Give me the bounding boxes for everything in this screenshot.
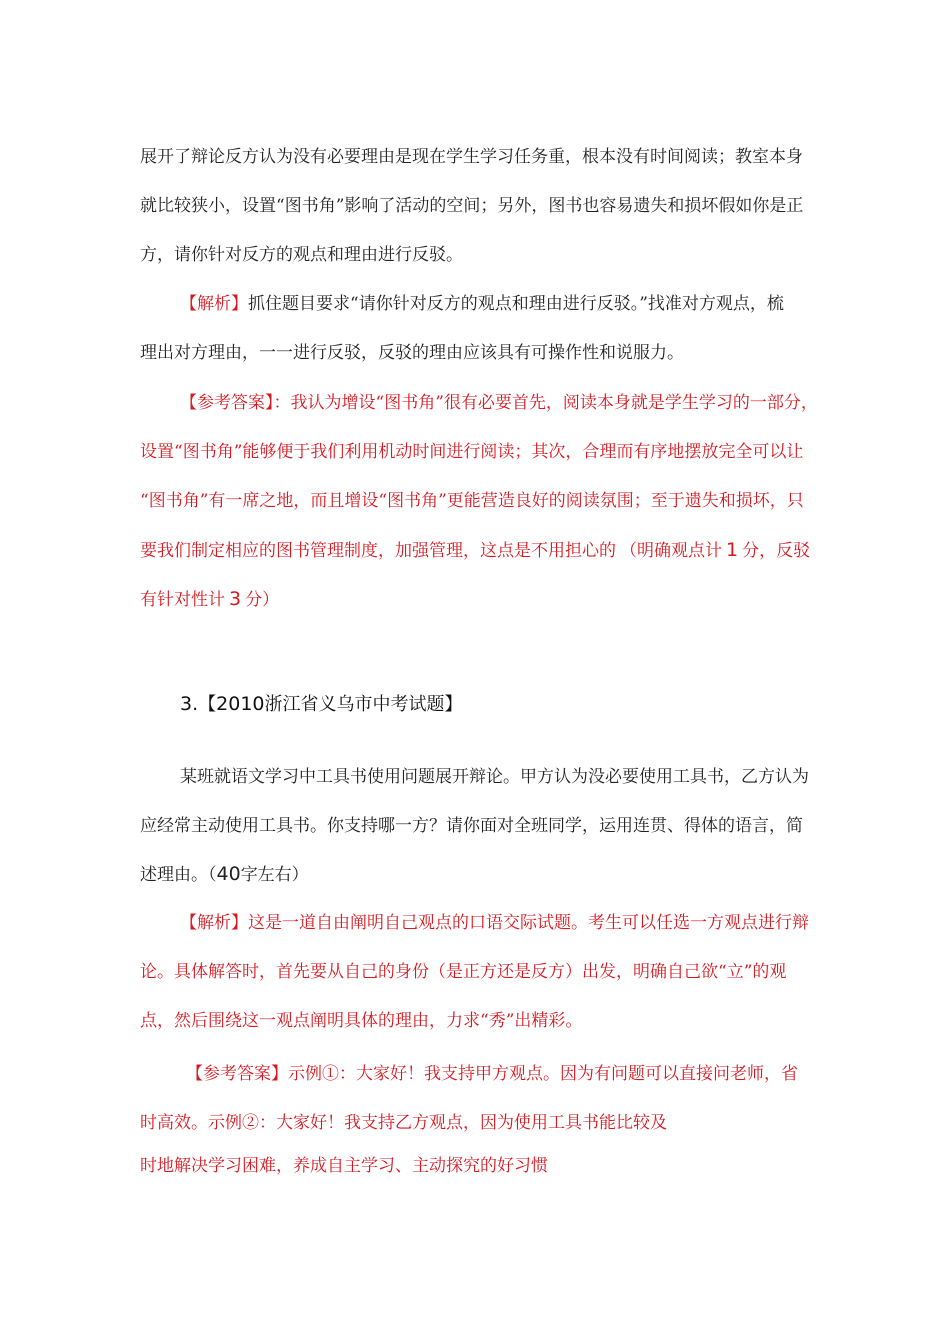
q2-answer-line-4-b: （明确观点计	[620, 541, 722, 561]
q3-question-line-3-a: 述理由。（	[140, 865, 217, 885]
q2-question-line-3: 方，请你针对反方的观点和理由进行反驳。	[140, 245, 463, 265]
q3-answer-text: 示例①：大家好！我支持甲方观点。因为有问题可以直接问老师，省	[288, 1064, 798, 1084]
q3-heading-close: 】	[444, 694, 463, 715]
q2-answer-text: ：我认为增设“图书角”很有必要首先，阅读本身就是学生学习的一部分，	[273, 393, 818, 413]
q3-word-count: 40	[216, 863, 241, 885]
q3-answer-line-3: 时地解决学习困难，养成自主学习、主动探究的好习惯	[140, 1156, 548, 1176]
q3-analysis-tag: 【解析】	[180, 913, 248, 933]
q3-analysis-line-1	[180, 912, 809, 934]
q2-answer-line-4	[140, 539, 810, 562]
q3-question-line-1: 某班就语文学习中工具书使用问题展开辩论。甲方认为没必要使用工具书，乙方认为	[180, 767, 809, 787]
q2-question-line-1: 展开了辩论反方认为没有必要理由是现在学生学习任务重，根本没有时间阅读；教室本身	[140, 147, 803, 167]
q3-heading-open: 【	[198, 694, 217, 715]
q2-answer-line-3: “图书角”有一席之地，而且增设“图书角”更能营造良好的阅读氛围；至于遗失和损坏，只	[140, 491, 804, 511]
q2-answer-line-2: 设置“图书角”能够便于我们利用机动时间进行阅读；其次，合理而有序地摆放完全可以让	[140, 442, 804, 462]
q2-answer-line-4-d: 分，反驳	[742, 541, 811, 561]
q2-analysis-line-1	[180, 293, 784, 315]
q2-analysis-text: 抓住题目要求“请你针对反方的观点和理由进行反驳。”找准对方观点，梳	[248, 294, 784, 314]
q2-answer-line-4-a: 要我们制定相应的图书管理制度，加强管理，这点是不用担心的	[140, 541, 616, 561]
q3-number: 3.	[180, 693, 199, 715]
q3-year: 2010	[216, 693, 265, 715]
q3-heading-title: 浙江省义乌市中考试题	[264, 694, 445, 715]
q2-answer-line-5-c: 分）	[245, 590, 280, 610]
q3-question-line-3-c: 字左右）	[240, 865, 309, 885]
q2-score-1: 1	[726, 539, 739, 561]
q3-question-line-2: 应经常主动使用工具书。你支持哪一方？请你面对全班同学，运用连贯、得体的语言，简	[140, 816, 803, 836]
q2-score-3: 3	[229, 588, 242, 610]
q2-question-line-2: 就比较狭小，设置“图书角”影响了活动的空间；另外，图书也容易遗失和损坏假如你是正	[140, 196, 804, 216]
q2-answer-line-1	[180, 392, 818, 414]
q3-answer-line-1	[186, 1063, 798, 1085]
q3-analysis-text: 这是一道自由阐明自己观点的口语交际试题。考生可以任选一方观点进行辩	[248, 913, 809, 933]
q3-analysis-line-3: 点，然后围绕这一观点阐明具体的理由，力求“秀”出精彩。	[140, 1011, 583, 1031]
q3-question-line-3	[140, 863, 309, 886]
q2-answer-line-5	[140, 588, 279, 611]
q2-analysis-line-2: 理出对方理由，一一进行反驳，反驳的理由应该具有可操作性和说服力。	[140, 343, 684, 363]
q2-answer-line-5-a: 有针对性计	[140, 590, 225, 610]
q3-answer-line-2: 时高效。示例②：大家好！我支持乙方观点，因为使用工具书能比较及	[140, 1113, 667, 1133]
q3-answer-tag: 【参考答案】	[186, 1064, 288, 1084]
q2-analysis-tag: 【解析】	[180, 294, 248, 314]
q2-answer-tag: 【参考答案】	[180, 393, 274, 413]
q3-heading	[180, 693, 463, 716]
q3-analysis-line-2: 论。具体解答时，首先要从自己的身份（是正方还是反方）出发，明确自己欲“立”的观	[140, 962, 787, 982]
